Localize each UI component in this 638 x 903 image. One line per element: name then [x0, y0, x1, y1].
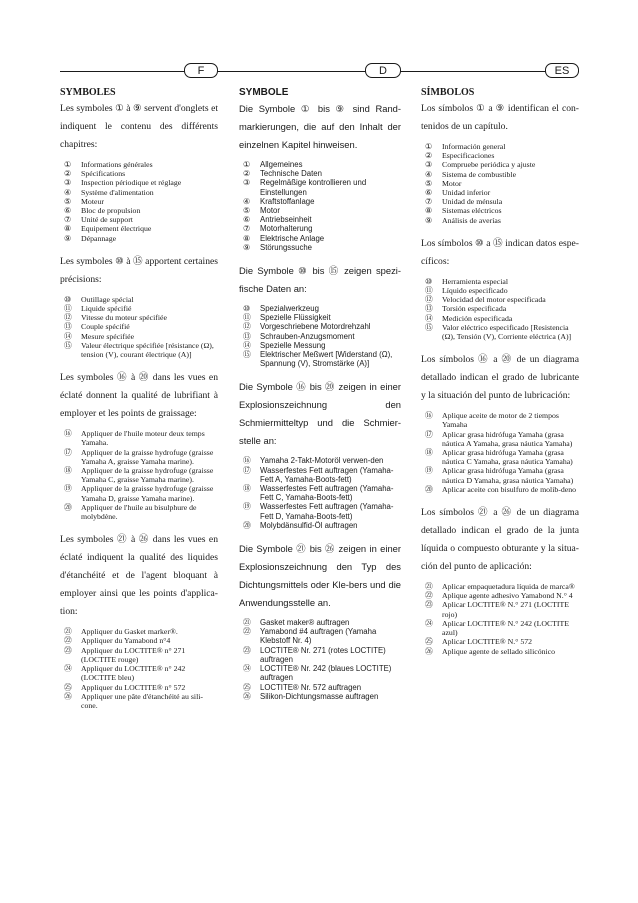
- list-item: [421, 277, 579, 286]
- list-item: [239, 224, 401, 233]
- item-text: Torsión especificada: [442, 304, 507, 314]
- item-text: Outillage spécial: [81, 294, 134, 304]
- item-text: Appliquer du LOCTITE® n° 572: [81, 682, 186, 692]
- list-item: [421, 430, 579, 448]
- list-item: [239, 350, 401, 368]
- item-text: Wasserfestes Fett auftragen (Yamaha-Fett A, Yamaha-Boots-fett): [260, 465, 394, 484]
- item-text: Informations générales: [81, 160, 153, 169]
- list-item: [60, 313, 218, 322]
- item-text: Appliquer de la graisse hydrofuge (graisse Yamaha D, graisse Yamaha marine).: [81, 484, 214, 503]
- item-text: Valor eléctrico especificado [Resistencia (Ω), Tensión (V), Corriente eléctrica (A)]: [442, 322, 572, 342]
- item-text: Appliquer du Gasket marker®.: [81, 627, 178, 637]
- symbol-number: ㉒: [243, 627, 251, 637]
- symbol-number: ⑭: [425, 313, 433, 323]
- paragraph: Los símbolos ① a ⑨ identifican el con-tenidos de un capítulo.: [421, 103, 579, 132]
- paragraph: Les symboles ⑩ à ⑮ apportent certaines précisions:: [60, 255, 218, 285]
- tab-f: F: [184, 63, 218, 78]
- item-text: Aplique aceite de motor de 2 tiempos Yamaha: [442, 411, 559, 430]
- paragraph: Die Symbole ㉑ bis ㉖ zeigen in einer Explosionszeichnung den Typ des Dichtungsmittels oder Kle-bers und die Anwendungsstelle an.: [239, 543, 401, 609]
- symbol-number: ①: [243, 160, 250, 169]
- item-text: Motor: [442, 178, 462, 188]
- list-item: [239, 456, 401, 465]
- item-text: Medición especificada: [442, 313, 513, 323]
- list-item: [421, 206, 579, 215]
- list-item: [60, 429, 218, 447]
- symbol-number: ④: [64, 187, 71, 197]
- list-item: [421, 216, 579, 225]
- list-item: [60, 646, 218, 664]
- item-text: Velocidad del motor especificada: [442, 295, 546, 305]
- symbol-number: ③: [425, 160, 432, 170]
- symbol-number: ⑰: [64, 447, 72, 457]
- list-item: [421, 170, 579, 179]
- list-item: [60, 692, 218, 710]
- list-item: [60, 224, 218, 233]
- list-item: [239, 313, 401, 322]
- item-text: Schrauben-Anzugsmoment: [260, 331, 355, 341]
- list-item: [239, 243, 401, 252]
- symbol-number: ⑫: [425, 295, 433, 305]
- list-item: [421, 142, 579, 151]
- item-text: Antriebseinheit: [260, 215, 312, 225]
- symbol-number: ⑮: [243, 350, 251, 360]
- list-item: [60, 197, 218, 206]
- list-item: [239, 521, 401, 530]
- symbol-number: ⑯: [64, 429, 72, 439]
- symbol-number: ②: [425, 151, 432, 161]
- symbol-number: ⑤: [425, 178, 432, 188]
- symbol-number: ⑮: [64, 340, 72, 350]
- symbol-number: ⑩: [425, 276, 432, 286]
- item-text: Aplique agente adhesivo Yamabond N.° 4: [442, 591, 573, 601]
- list-item: [421, 197, 579, 206]
- symbol-number: ⑰: [425, 429, 433, 439]
- symbol-number: ⑮: [425, 322, 433, 332]
- item-text: Kraftstoffanlage: [260, 196, 315, 206]
- item-text: Molybdänsulfid-Öl auftragen: [260, 520, 358, 530]
- symbol-number: ⑳: [425, 484, 433, 494]
- symbol-number: ㉖: [64, 691, 72, 701]
- item-text: Elektrischer Meßwert [Widerstand (Ω), Spannung (V), Stromstärke (A)]: [260, 350, 393, 369]
- symbol-list: [239, 618, 401, 701]
- list-item: [60, 332, 218, 341]
- symbol-list: [239, 304, 401, 368]
- list-item: [239, 178, 401, 196]
- item-text: LOCTITE® Nr. 242 (blaues LOCTITE) auftragen: [260, 664, 392, 683]
- list-item: [239, 664, 401, 682]
- list-item: [60, 627, 218, 636]
- list-item: [239, 646, 401, 664]
- list-item: [60, 234, 218, 243]
- header-rule: [60, 71, 579, 72]
- symbol-number: ㉒: [425, 591, 433, 601]
- section-title: SYMBOLE: [239, 87, 289, 98]
- list-item: [60, 188, 218, 197]
- item-text: Technische Daten: [260, 169, 322, 179]
- symbol-number: ⑤: [64, 196, 71, 206]
- symbol-number: ⑯: [243, 456, 251, 466]
- item-text: Appliquer du Yamabond n°4: [81, 636, 171, 646]
- item-text: Elektrische Anlage: [260, 233, 325, 243]
- symbol-number: ㉔: [243, 664, 251, 674]
- item-text: Aplique agente de sellado silicónico: [442, 646, 556, 656]
- symbol-number: ⑬: [243, 331, 251, 341]
- symbol-number: ㉕: [425, 637, 433, 647]
- symbol-number: ⑧: [425, 206, 432, 216]
- item-text: LOCTITE® Nr. 271 (rotes LOCTITE) auftragen: [260, 645, 386, 664]
- symbol-number: ㉔: [425, 618, 433, 628]
- list-item: [60, 683, 218, 692]
- symbol-list: [60, 295, 218, 359]
- column-spanish: [421, 86, 579, 666]
- item-text: Motorhalterung: [260, 224, 313, 234]
- item-text: Dépannage: [81, 233, 117, 243]
- list-item: [421, 448, 579, 466]
- item-text: Aplicar LOCTITE® N.° 242 (LOCTITE azul): [442, 618, 570, 638]
- symbol-number: ②: [64, 169, 71, 179]
- symbol-number: ⑳: [64, 502, 72, 512]
- item-text: Aplicar empaquetadura líquida de marca®: [442, 582, 575, 592]
- list-item: [239, 466, 401, 484]
- column-german: [239, 86, 401, 711]
- symbol-number: ⑦: [243, 224, 250, 234]
- item-text: Moteur: [81, 196, 104, 206]
- list-item: [421, 151, 579, 160]
- list-item: [60, 341, 218, 359]
- item-text: Wasserfestes Fett auftragen (Yamaha-Fett C, Yamaha-Boots-fett): [260, 484, 394, 503]
- list-item: [239, 332, 401, 341]
- item-text: Motor: [260, 206, 280, 216]
- list-item: [60, 466, 218, 484]
- list-item: [421, 160, 579, 169]
- item-text: Allgemeines: [260, 160, 303, 169]
- item-text: LOCTITE® Nr. 572 auftragen: [260, 682, 362, 692]
- list-item: [239, 484, 401, 502]
- symbol-number: ⑥: [243, 215, 250, 225]
- item-text: Appliquer de la graisse hydrofuge (graisse Yamaha A, graisse Yamaha marine).: [81, 447, 214, 466]
- item-text: Wasserfestes Fett auftragen (Yamaha-Fett D, Yamaha-Boots-fett): [260, 502, 394, 521]
- symbol-list: [60, 429, 218, 521]
- symbol-number: ㉓: [243, 645, 251, 655]
- symbol-number: ㉕: [64, 682, 72, 692]
- item-text: Líquido especificado: [442, 286, 508, 296]
- list-item: [239, 692, 401, 701]
- list-item: [239, 502, 401, 520]
- symbol-number: ⑥: [64, 206, 71, 216]
- item-text: Herramienta especial: [442, 276, 509, 286]
- list-item: [60, 295, 218, 304]
- symbol-list: [421, 277, 579, 341]
- item-text: Appliquer du LOCTITE® n° 242 (LOCTITE bleu): [81, 664, 186, 683]
- list-item: [239, 206, 401, 215]
- list-item: [239, 341, 401, 350]
- symbol-number: ⑨: [64, 233, 71, 243]
- paragraph: Les symboles ⑯ à ⑳ dans les vues en éclaté donnent la qualité de lubrifiant à employer et les points de graissage:: [60, 372, 218, 420]
- paragraph: Les symboles ① à ⑨ servent d'onglets et indiquent le contenu des différents chapitres:: [60, 103, 218, 150]
- item-text: Appliquer une pâte d'étanchéité au sili-cone.: [81, 691, 203, 710]
- item-text: Spezielle Messung: [260, 340, 326, 350]
- symbol-number: ①: [64, 160, 71, 169]
- symbol-number: ③: [64, 178, 71, 188]
- list-item: [421, 188, 579, 197]
- list-item: [421, 286, 579, 295]
- list-item: [60, 503, 218, 521]
- section-title: SYMBOLES: [60, 87, 116, 98]
- item-text: Couple spécifié: [81, 322, 130, 332]
- symbol-number: ⑭: [243, 340, 251, 350]
- symbol-number: ⑰: [243, 465, 251, 475]
- list-item: [60, 215, 218, 224]
- paragraph: Los símbolos ㉑ a ㉖ de un diagrama detallado indican el grado de la junta líquida o compuesto obturante y la situa-ción del punto de aplicación:: [421, 507, 579, 573]
- symbol-number: ④: [243, 196, 250, 206]
- list-item: [421, 304, 579, 313]
- symbol-number: ㉓: [64, 645, 72, 655]
- item-text: Bloc de propulsion: [81, 206, 141, 216]
- symbol-number: ⑱: [64, 466, 72, 476]
- item-text: Mesure spécifiée: [81, 331, 135, 341]
- item-text: Aplicar aceite con bisulfuro de molib-deno: [442, 484, 577, 494]
- list-item: [421, 295, 579, 304]
- item-text: Silikon-Dichtungsmasse auftragen: [260, 691, 379, 701]
- symbol-number: ⑲: [425, 466, 433, 476]
- symbol-number: ⑨: [425, 215, 432, 225]
- symbol-number: ①: [425, 142, 432, 151]
- list-item: [421, 466, 579, 484]
- symbol-list: [421, 411, 579, 494]
- item-text: Gasket maker® auftragen: [260, 618, 350, 628]
- item-text: Unidad inferior: [442, 188, 491, 198]
- list-item: [60, 304, 218, 313]
- symbol-list: [421, 582, 579, 656]
- list-item: [60, 484, 218, 502]
- symbol-number: ⑧: [243, 233, 250, 243]
- item-text: Appliquer du LOCTITE® n° 271 (LOCTITE rouge): [81, 645, 186, 664]
- item-text: Especificaciones: [442, 151, 495, 161]
- symbol-list: [60, 627, 218, 710]
- paragraph: Die Symbole ⑩ bis ⑮ zeigen spezi-fische Daten an:: [239, 265, 401, 295]
- item-text: Aplicar LOCTITE® N.° 572: [442, 637, 533, 647]
- symbol-number: ㉒: [64, 636, 72, 646]
- list-item: [421, 600, 579, 618]
- symbol-number: ㉖: [425, 646, 433, 656]
- list-item: [421, 582, 579, 591]
- list-item: [421, 637, 579, 646]
- symbol-number: ㉓: [425, 600, 433, 610]
- list-item: [421, 619, 579, 637]
- item-text: Appliquer de l'huile moteur deux temps Yamaha.: [81, 429, 205, 448]
- list-item: [60, 322, 218, 331]
- symbol-number: ㉕: [243, 682, 251, 692]
- list-item: [60, 664, 218, 682]
- item-text: Yamaha 2-Takt-Motoröl verwen-den: [260, 456, 384, 466]
- item-text: Vitesse du moteur spécifiée: [81, 313, 167, 323]
- list-item: [239, 683, 401, 692]
- item-text: Appliquer de l'huile au bisulphure de molybdène.: [81, 502, 197, 522]
- paragraph: Los símbolos ⑩ a ⑮ indican datos espe-cíficos:: [421, 237, 579, 267]
- item-text: Información general: [442, 142, 506, 151]
- item-text: Yamabond #4 auftragen (Yamaha Klebstoff Nr. 4): [260, 627, 377, 646]
- symbol-number: ⑫: [243, 322, 251, 332]
- section-title: SÍMBOLOS: [421, 87, 475, 98]
- list-item: [421, 179, 579, 188]
- item-text: Aplicar grasa hidrófuga Yamaha (grasa náutica C Yamaha, grasa náutica Yamaha): [442, 448, 573, 467]
- list-item: [60, 169, 218, 178]
- symbol-list: [60, 160, 218, 243]
- list-item: [239, 322, 401, 331]
- list-item: [239, 160, 401, 169]
- symbol-number: ⑫: [64, 313, 72, 323]
- list-item: [239, 618, 401, 627]
- item-text: Liquide spécifié: [81, 304, 132, 314]
- paragraph: Los símbolos ⑯ a ⑳ de un diagrama detallado indican el grado de lubricante y la situación del punto de lubricación:: [421, 354, 579, 402]
- symbol-number: ⑥: [425, 188, 432, 198]
- symbol-number: ㉔: [64, 664, 72, 674]
- list-item: [239, 234, 401, 243]
- symbol-number: ㉑: [425, 582, 433, 592]
- item-text: Inspection périodique et réglage: [81, 178, 182, 188]
- symbol-number: ⑲: [64, 484, 72, 494]
- item-text: Spécifications: [81, 169, 126, 179]
- item-text: Spezialwerkzeug: [260, 304, 319, 314]
- item-text: Regelmäßige kontrollieren und Einstellungen: [260, 178, 367, 197]
- item-text: Unidad de ménsula: [442, 197, 503, 207]
- list-item: [60, 636, 218, 645]
- item-text: Sistemas eléctricos: [442, 206, 502, 216]
- item-text: Sistema de combustible: [442, 169, 517, 179]
- symbol-number: ⑧: [64, 224, 71, 234]
- symbol-number: ⑩: [243, 304, 250, 314]
- item-text: Aplicar grasa hidrófuga Yamaha (grasa náutica D Yamaha, grasa náutica Yamaha): [442, 466, 574, 485]
- symbol-number: ⑪: [64, 304, 72, 314]
- symbol-number: ㉑: [64, 627, 72, 637]
- symbol-number: ⑪: [243, 313, 251, 323]
- symbol-list: [239, 456, 401, 530]
- item-text: Störungssuche: [260, 242, 313, 252]
- item-text: Système d'alimentation: [81, 187, 154, 197]
- list-item: [421, 314, 579, 323]
- symbol-number: ⑨: [243, 242, 250, 252]
- symbol-number: ⑩: [64, 294, 71, 304]
- list-item: [239, 169, 401, 178]
- paragraph: Die Symbole ⑯ bis ⑳ zeigen in einer Explosionszeichnung den Schmiermitteltyp und die Schmier-stelle an:: [239, 381, 401, 447]
- paragraph: Die Symbole ① bis ⑨ sind Rand-markierungen, die auf den Inhalt der einzelnen Kapitel hinweisen.: [239, 103, 401, 150]
- symbol-list: [239, 160, 401, 252]
- list-item: [421, 591, 579, 600]
- tab-d: D: [365, 63, 401, 78]
- symbol-number: ⑪: [425, 286, 433, 296]
- list-item: [239, 304, 401, 313]
- list-item: [421, 647, 579, 656]
- symbol-number: ⑬: [64, 322, 72, 332]
- symbol-number: ⑦: [425, 197, 432, 207]
- symbol-number: ⑦: [64, 215, 71, 225]
- list-item: [60, 448, 218, 466]
- item-text: Aplicar grasa hidrófuga Yamaha (grasa náutica A Yamaha, grasa náutica Yamaha): [442, 429, 573, 448]
- list-item: [239, 215, 401, 224]
- symbol-number: ㉖: [243, 691, 251, 701]
- symbol-number: ③: [243, 178, 250, 188]
- item-text: Aplicar LOCTITE® N.° 271 (LOCTITE rojo): [442, 600, 570, 619]
- list-item: [239, 627, 401, 645]
- list-item: [421, 485, 579, 494]
- list-item: [60, 160, 218, 169]
- symbol-number: ⑱: [243, 484, 251, 494]
- item-text: Vorgeschriebene Motordrehzahl: [260, 322, 371, 332]
- symbol-number: ②: [243, 169, 250, 179]
- list-item: [60, 178, 218, 187]
- symbol-list: [421, 142, 579, 225]
- list-item: [421, 411, 579, 429]
- symbol-number: ㉑: [243, 618, 251, 628]
- list-item: [60, 206, 218, 215]
- symbol-number: ⑬: [425, 304, 433, 314]
- symbol-number: ⑲: [243, 502, 251, 512]
- symbol-number: ⑳: [243, 520, 251, 530]
- symbol-number: ⑭: [64, 331, 72, 341]
- list-item: [239, 197, 401, 206]
- paragraph: Les symboles ㉑ à ㉖ dans les vues en éclaté indiquent la qualité des liquides d'étanchéité et de l'agent bloquant à employer ainsi que les points d'applica-tion:: [60, 534, 218, 618]
- item-text: Spezielle Flüssigkeit: [260, 313, 331, 323]
- list-item: [421, 323, 579, 341]
- item-text: Compruebe periódica y ajuste: [442, 160, 536, 170]
- symbol-number: ④: [425, 169, 432, 179]
- symbol-number: ⑤: [243, 206, 250, 216]
- item-text: Unité de support: [81, 215, 133, 225]
- item-text: Valeur électrique spécifiée [résistance (Ω), tension (V), courant électrique (A)]: [81, 340, 214, 360]
- item-text: Appliquer de la graisse hydrofuge (graisse Yamaha C, graisse Yamaha marine).: [81, 466, 214, 485]
- tab-es: ES: [545, 63, 579, 78]
- column-french: [60, 86, 218, 720]
- symbol-number: ⑱: [425, 448, 433, 458]
- item-text: Equipement électrique: [81, 224, 152, 234]
- item-text: Análisis de averías: [442, 215, 501, 225]
- symbol-number: ⑯: [425, 411, 433, 421]
